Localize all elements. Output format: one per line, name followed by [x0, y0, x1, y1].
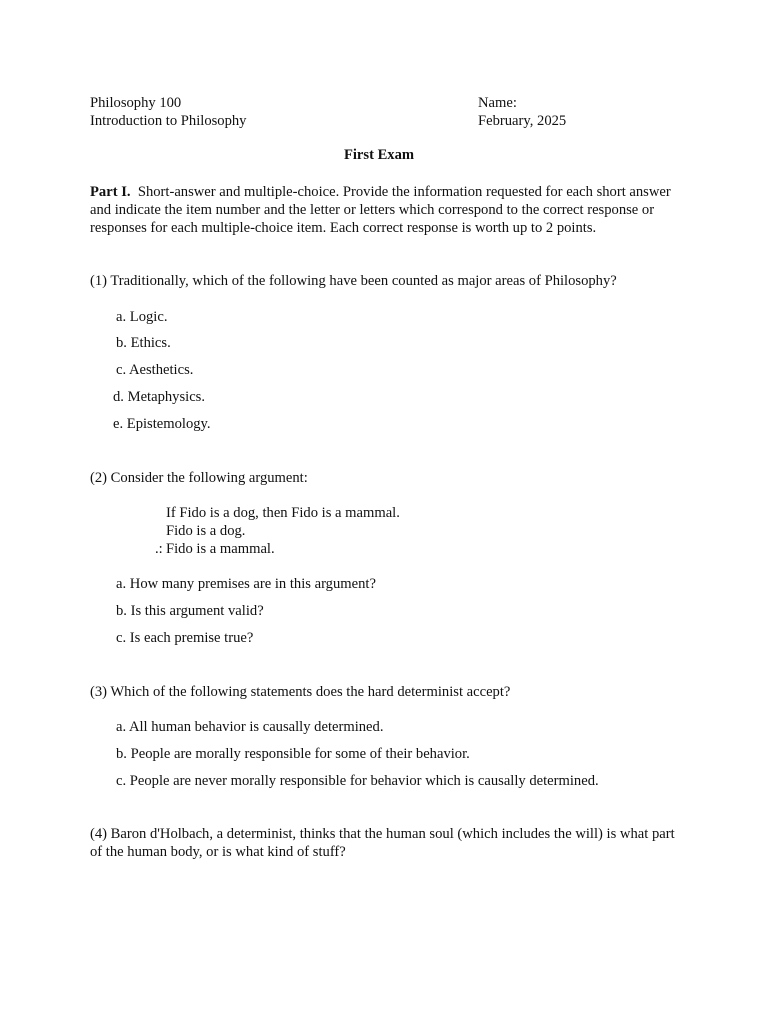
question-4: (4) Baron d'Holbach, a determinist, thinks that the human soul (which includes the will) is what part of the human body, or is what kind of stuff?	[90, 826, 675, 860]
q3-option-a: a. All human behavior is causally determined.	[116, 719, 384, 735]
part1-label: Part I.	[90, 184, 131, 200]
argument-premise-1: If Fido is a dog, then Fido is a mammal.	[166, 505, 400, 521]
q2-option-b: b. Is this argument valid?	[116, 603, 264, 619]
q1-option-a: a. Logic.	[116, 309, 168, 325]
part1-instructions-block	[90, 183, 690, 237]
q2-option-c: c. Is each premise true?	[116, 630, 254, 646]
therefore-symbol: .:	[155, 541, 163, 557]
question-1: (1) Traditionally, which of the following have been counted as major areas of Philosophy?	[90, 273, 617, 289]
page-title: First Exam	[343, 147, 415, 163]
argument-premise-2: Fido is a dog.	[166, 523, 246, 539]
q1-option-e: e. Epistemology.	[113, 416, 211, 432]
exam-date: February, 2025	[478, 113, 567, 129]
q3-option-c: c. People are never morally responsible for behavior which is causally determined.	[116, 773, 599, 789]
q1-option-b: b. Ethics.	[116, 335, 171, 351]
q2-option-a: a. How many premises are in this argument?	[116, 576, 376, 592]
argument-conclusion: Fido is a mammal.	[166, 541, 275, 557]
question-2: (2) Consider the following argument:	[90, 470, 308, 486]
course-name: Introduction to Philosophy	[90, 113, 247, 129]
question-3: (3) Which of the following statements does the hard determinist accept?	[90, 684, 511, 700]
q1-option-c: c. Aesthetics.	[116, 362, 194, 378]
course-number: Philosophy 100	[90, 95, 182, 111]
q1-option-d: d. Metaphysics.	[113, 389, 206, 405]
q3-option-b: b. People are morally responsible for some of their behavior.	[116, 746, 470, 762]
name-label: Name:	[478, 95, 517, 111]
part1-instructions: Short-answer and multiple-choice. Provide the information requested for each short answer and indicate the item number and the letter or letters which correspond to the correct response or responses for each multiple-choice item. Each correct response is worth up to 2 points.	[90, 184, 671, 236]
